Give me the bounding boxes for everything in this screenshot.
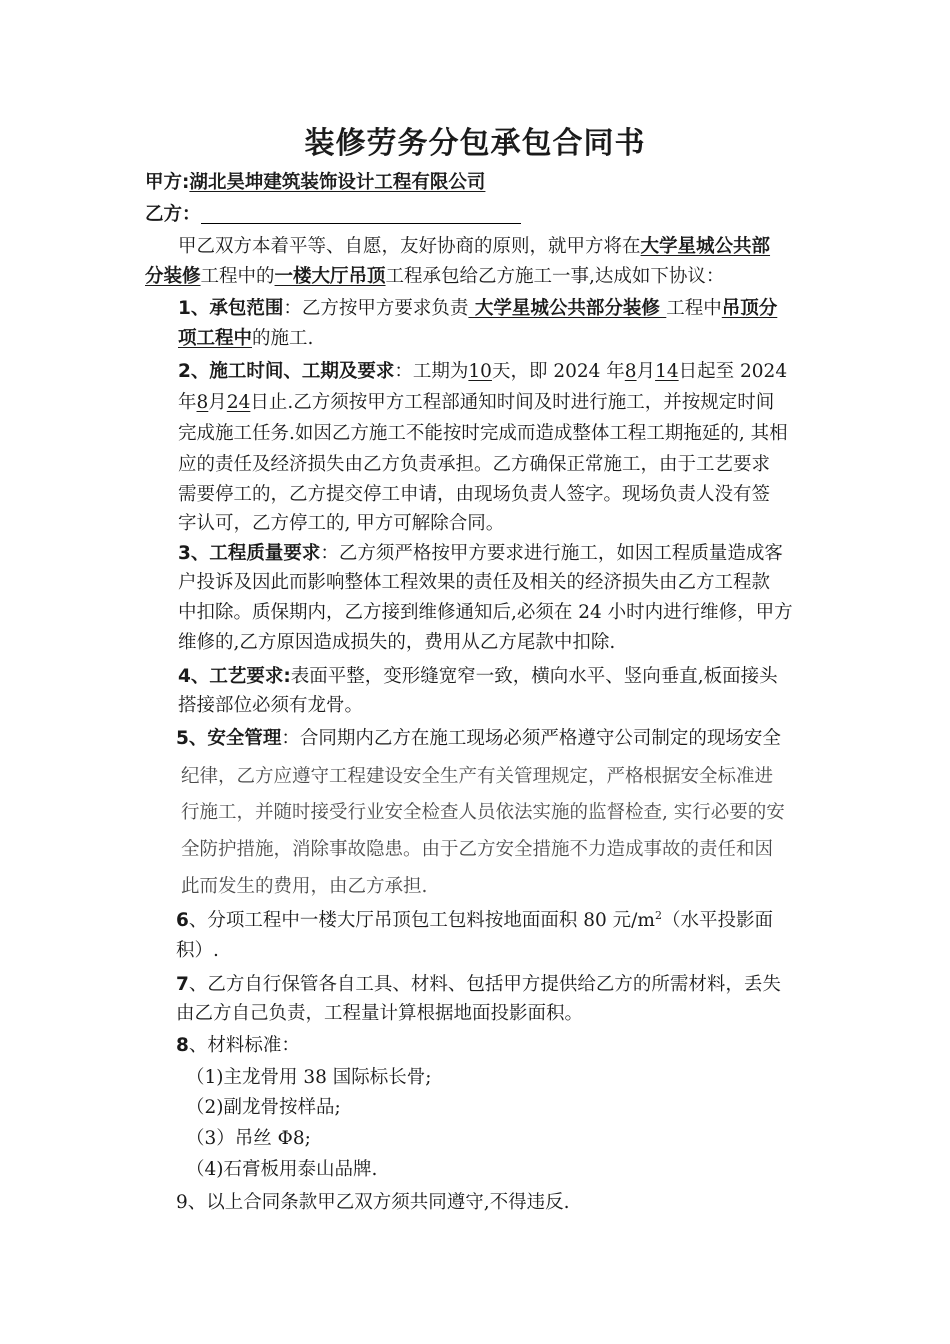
clause-text: 表面平整，变形缝宽窄一致，横向水平、竖向垂直,板面接头 [290,666,778,687]
project-name: 大学星城公共部 [640,236,771,257]
clause-6-line-2: 积）. [176,940,219,961]
clause-text: 月 [636,361,656,382]
clause-2-line-3: 完成施工任务.如因乙方施工不能按时完成而造成整体工程工期拖延的, 其相 [178,423,788,444]
intro-text: 工程承包给乙方施工一事,达成如下协议： [385,266,725,287]
clause-text: 的施工. [252,328,314,349]
clause-3-heading: 3、工程质量要求 [178,543,321,564]
material-item: （2)副龙骨按样品; [186,1097,341,1118]
clause-3-line-1 [178,539,783,569]
clause-text: 工程中 [666,298,722,319]
end-month: 8 [196,392,209,413]
clause-7-line-1 [176,970,781,1000]
clause-1-line-2 [178,324,313,354]
intro-line-2 [145,262,724,292]
clause-3-line-3: 中扣除。质保期内，乙方接到维修通知后,必须在 24 小时内进行维修，甲方 [178,602,793,623]
clause-text: 日起至 2024 [678,361,788,382]
material-item: （4)石膏板用泰山品牌. [186,1159,378,1180]
party-a-line [145,168,485,198]
clause-2-line-1 [178,357,787,387]
end-day: 24 [226,392,251,413]
clause-2-line-5: 需要停工的，乙方提交停工申请，由现场负责人签字。现场负责人没有签 [178,484,771,505]
clause-5-heading: 5、安全管理 [176,728,282,749]
scope-name: 吊顶分 [721,298,778,319]
clause-8-line-1 [176,1031,300,1061]
clause-text: 天，即 2024 年 [491,361,625,382]
party-b-name-blank [201,203,521,224]
clause-text: ：乙方按甲方要求负责 [283,298,469,319]
clause-4-heading: 4、工艺要求: [178,666,291,687]
scope-name: 一楼大厅吊顶 [274,266,386,287]
party-b-label: 乙方： [145,204,201,225]
clause-2-line-6: 字认可，乙方停工的, 甲方可解除合同。 [178,513,505,534]
clause-4-line-2: 搭接部位必须有龙骨。 [178,695,364,716]
clause-5-line-3: 行施工，并随时接受行业安全检查人员依法实施的监督检查, 实行必要的安 [181,802,785,823]
clause-5-line-2: 纪律，乙方应遵守工程建设安全生产有关管理规定，严格根据安全标准进 [181,766,774,787]
clause-text: 日止.乙方须按甲方工程部通知时间及时进行施工，并按规定时间 [250,392,775,413]
clause-text: 月 [208,392,227,413]
clause-text: 、乙方自行保管各自工具、材料、包括甲方提供给乙方的所需材料，丢失 [188,974,781,995]
clause-7-number: 7 [176,974,189,995]
duration-days: 10 [468,361,492,382]
clause-3-line-2: 户投诉及因此而影响整体工程效果的责任及相关的经济损失由乙方工程款 [178,572,771,593]
project-name: 大学星城公共部分装修 [468,298,667,319]
intro-line-1 [178,232,770,262]
project-name-cont: 分装修 [145,266,201,287]
clause-2-line-4: 应的责任及经济损失由乙方负责承担。乙方确保正常施工，由于工艺要求 [178,454,771,475]
intro-text: 甲乙双方本着平等、自愿，友好协商的原则，就甲方将在 [178,236,641,257]
clause-1-line-1 [178,294,777,324]
unit-superscript: 2 [654,908,662,922]
clause-text: ：工期为 [394,361,469,382]
material-item: （1)主龙骨用 38 国际标长骨; [186,1067,432,1088]
clause-text: 、分项工程中一楼大厅吊顶包工包料按地面面积 80 元/m [188,910,655,931]
clause-1-heading: 1、承包范围 [178,298,284,319]
clause-8-number: 8 [176,1035,189,1056]
scope-name-cont: 项工程中 [178,328,253,349]
intro-text: 工程中的 [200,266,275,287]
start-month: 8 [624,361,637,382]
clause-5-line-1 [176,724,781,754]
clause-text: ：合同期内乙方在施工现场必须严格遵守公司制定的现场安全 [281,728,781,749]
clause-2-heading: 2、施工时间、工期及要求 [178,361,395,382]
clause-text: （水平投影面 [661,910,773,931]
document-title: 装修劳务分包承包合同书 [304,126,646,161]
clause-4-line-1 [178,662,778,692]
clause-text: 、材料标准： [188,1035,300,1056]
clause-5-line-4: 全防护措施，消除事故隐患。由于乙方安全措施不力造成事故的责任和因 [181,839,774,860]
clause-text: 年 [178,392,197,413]
clause-6-number: 6 [176,910,189,931]
clause-text: ：乙方须严格按甲方要求进行施工，如因工程质量造成客 [320,543,783,564]
clause-9-line-1: 9、以上合同条款甲乙双方须共同遵守,不得违反. [176,1192,570,1213]
clause-5-line-5: 此而发生的费用，由乙方承担. [181,876,428,897]
start-day: 14 [655,361,679,382]
material-item: （3）吊丝 Φ8; [186,1128,311,1149]
clause-2-line-2 [178,388,774,418]
party-b-line [145,200,521,230]
clause-7-line-2: 由乙方自己负责，工程量计算根据地面投影面积。 [176,1003,584,1024]
party-a-name: 湖北昊坤建筑装饰设计工程有限公司 [189,172,486,193]
clause-6-line-1 [176,906,773,936]
party-a-label: 甲方: [145,172,190,193]
clause-3-line-4: 维修的,乙方原因造成损失的，费用从乙方尾款中扣除. [178,632,616,653]
